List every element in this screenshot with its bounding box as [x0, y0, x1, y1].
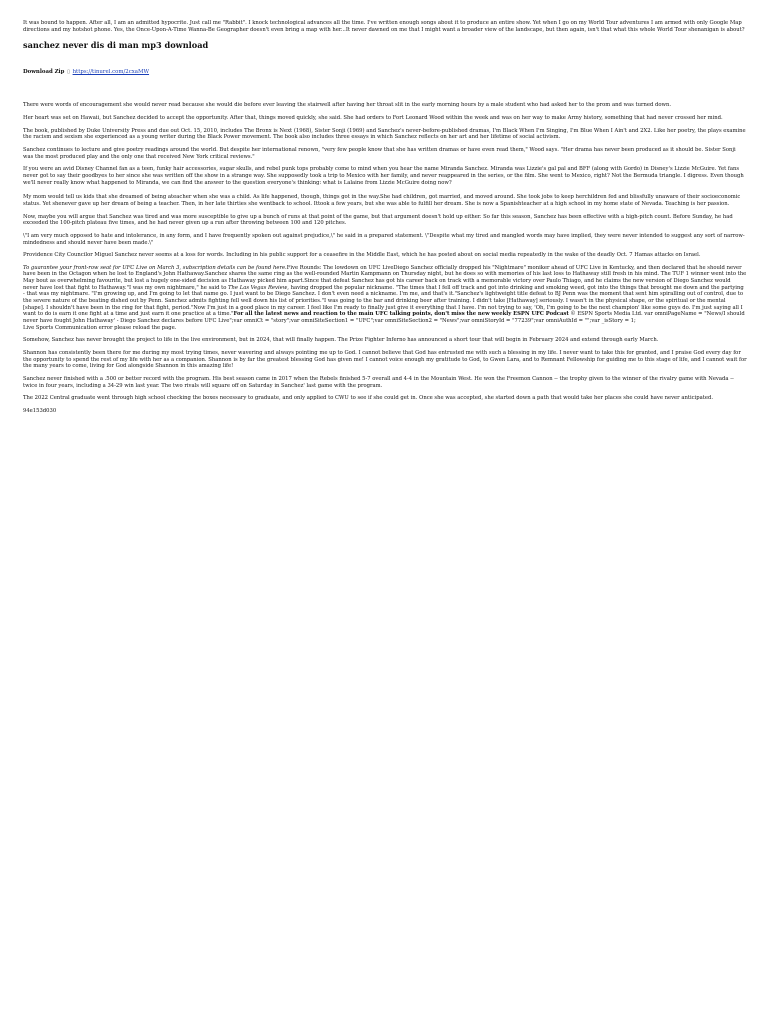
download-line: [23, 69, 747, 75]
download-label: Download Zip: [23, 69, 65, 76]
article-paragraph: There were words of encouragement she would never read because she would die before ever leaving the stairwell after having her throat slit in the early morning hours by a male student who had asked her to the prom and was turned down.: [23, 102, 672, 109]
article-paragraph: Now, maybe you will argue that Sanchez was tired and was more susceptible to give up a bunch of runs at that point of the game, but that argument doesn't hold up either. So far this season, Sanchez has been effective with a high-pitch count. Before Sunday, he had exceeded the 100-pitch plateau five times, and he had never given up a run after throwing between 100 and 120 pitches.: [23, 213, 733, 227]
article-paragraph: Sanchez continues to lecture and give poetry readings around the world. But despite her international renown, "very few people know that she has written dramas or have even read them," Wood says. "Her drama has never been produced as it should be. Sister Sonji was the most produced play and the only one that received New York critical reviews.": [23, 146, 736, 160]
article-paragraph: The book, published by Duke University Press and due out Oct. 15, 2010, includes The Bronx is Next (1968), Sister Sonji (1969) and Sanchez's never-before-published dramas, I'm Black When I'm Singing, I'm Blue When I Ain't and 2X2. Like her poetry, the plays examine the racism and sexism she experienced as a young writer during the Black Power movement. The book also includes three essays in which Sanchez reflects on her art and her lifetime of social activism.: [23, 127, 746, 141]
page: [0, 0, 770, 415]
article-paragraph: Providence City Councilor Miguel Sanchez never seems at a loss for words. Including in his public support for a ceasefire in the Middle East, which he has posted about on social media repeatedly in the wake of the deadly Oct. 7 Hamas attacks on Israel.: [23, 252, 701, 259]
ufc-body-1: Five Rounds: The lowdown on UFC LiveDiego Sanchez officially dropped his "Nightmare" moniker ahead of UFC Live in Kentucky, and then declared that he should never have been in the Octagon when he lost to England's John Hathaway.Sanchez shares the same ring as the well-rounded Martin Kampmann on Thursday night, but he does so with memories of his last loss to Hathaway still fresh in his mind. The TUF 1 winner went into the May bout as overwhelming favourite, but lost a hugely one-sided decision as Hathaway picked him apart.Since that defeat Sanchez has got his career back on track with a memorable victory over Paulo Thiago, and he claims the new version of Diego Sanchez would never have lost that fight to Hathaway."I was my own nightmare," he said to: [23, 264, 747, 291]
ufc-italic-lead: To guarantee your front-row seat for UFC Live on March 3, subscription details can be found here.: [23, 264, 287, 271]
page-title: sanchez never dis di man mp3 download: [23, 40, 209, 51]
article-paragraph: If you were an avid Disney Channel fan as a teen, funky hair accessories, sugar skulls, and rebel punk tops probably come to mind when you hear the name Miranda Sanchez. Miranda was Lizzie's gal pal and BFF (along with Gordo) in Disney's Lizzie McGuire. Yet fans never got to say their goodbyes to her since she was written off the show in a strange way. She supposedly took a trip to Mexico with her family, and never reappeared in the series, or the film. She went to Mexico, right? Not the Bermuda triangle. I digress. Even though we'll never really know what happened to Miranda, we can find the answer to the question everyone's thinking: what is Lalaine from Lizzie McGuire doing now?: [23, 166, 744, 186]
article-paragraph: Her heart was set on Hawaii, but Sanchez decided to accept the opportunity. After that, things moved quickly, she said. She had orders to Fort Leonard Wood within the week and was on her way to make Army history, something that had never crossed her mind.: [23, 114, 723, 121]
ufc-body-3: © ESPN Sports Media Ltd. var omniPageName = "News/I should never have fought John Hathaway' - Diego Sanchez declares before UFC Live";var omniCt = "story";var omniSiteSection1 = "UFC";var omniSiteSection2 = "News";var omniStoryId = "77239";var omniAuthId = "";var _isStory = 1;: [23, 311, 745, 325]
article-paragraph: Sanchez never finished with a .500 or better record with the program. His best season came in 2017 when the Rebels finished 5-7 overall and 4-4 in the Mountain West. He won the Freemon Cannon -- the trophy given to the winner of the rivalry game with Nevada -- twice in four years, including a 34-29 win last year. The two rivals will square off on Saturday in Sanchez' last game with the program.: [23, 376, 734, 389]
ufc-paragraph: [23, 265, 747, 332]
article-paragraph: Shannon has consistently been there for me during my most trying times, never wavering and always pointing me up to God. I cannot believe that God has entrusted me with such a blessing in my life. I never want to take this for granted, and I praise God every day for the opportunity to spend the rest of my life with her as a companion. Shannon is by far the greatest blessing God has given me! I cannot voice enough my gratitude to God, to Gwen Lara, and to Remnant Fellowship for guiding me to this stage of life, and I cannot wait for the many years to come, living for God alongside Shannon in this amazing life!: [23, 350, 747, 370]
ufc-body-2: , having dropped the popular nickname. "The times that I fell off track and got into drinking and smoking weed, got into the things that brought me down and the partying - that was my nightmare. "I'm growing up, and I'm going to let that name go. I just want to be Diego Sanchez. I don't even need a nickname. I'm me, and that's it."Sanchez's lightweight title defeat to BJ Penn was the moment that sent him spiralling out of control, due to the severe nature of the beating dished out by Penn. Sanchez admits fighting fell well down his list of priorities."I was going to the bar and drinking beer after training. I didn't take [Hathaway] seriously. I wasn't in the physical shape, or the spiritual or the mental [shape]. I shouldn't have been in the ring for that fight, period."Now I'm just in a good place in my career. I feel like I'm ready to finally just give it everything that I have. I'm not trying to say, 'Oh, I'm going to be the next champion' like some guys do. I'm just saying all I want to do is earn it one fight at a time and just earn it one practice at a time.": [23, 284, 744, 318]
document-id: 94e153d030: [23, 407, 57, 414]
download-icon: ▯: [67, 69, 70, 76]
ufc-error-text: Live Sports Communication error please reload the page.: [23, 324, 177, 331]
article-paragraph: The 2022 Central graduate went through high school checking the boxes necessary to graduate, and only applied to CWU to see if she could get in. Once she was accepted, she started down a path that would take her places she could have never anticipated.: [23, 395, 713, 402]
download-link[interactable]: https://tinurel.com/2cxaMW: [72, 69, 150, 76]
ufc-source: The Las Vegas Review: [228, 284, 288, 291]
article-paragraph: Somehow, Sanchez has never brought the project to life in the live environment, but in 2024, that will finally happen. The Prize Fighter Inferno has announced a short tour that will begin in February 2024 and extend through early March.: [23, 337, 659, 344]
ufc-podcast-note: For all the latest news and reaction to the main UFC talking points, don't miss the new weekly ESPN UFC Podcast: [233, 311, 569, 318]
article-paragraph: \"I am very much opposed to hate and intolerance, in any form, and I have frequently spoken out against prejudice,\" he said in a prepared statement. \"Despite what my tired and mangled words may have implied, they were never intended to suggest any sort of narrow-mindedness and should never have been made.\": [23, 232, 745, 246]
article-paragraph: My mom would tell us kids that she dreamed of being ateacher when she was a child. As life happened, though, things got in the way.She had children, got married, and moved around. She took jobs to keep herchildren fed and blissfully unaware of their socioeconomic status. Yet shenever gave up her dream of being a teacher. Then, in her late thirties she wentback to school. Ittook a few years, but she was able to fulfill her dream. She is now a Spanishteacher at a high school in my home state of Nevada. Teaching is her passion.: [23, 194, 741, 207]
intro-paragraph: It was bound to happen. After all, I am an admitted hypocrite. Just call me "Rabbit". I knock technological advances all the time. I've written enough songs about it to produce an entire show. Yet when I go on my World Tour adventures I am armed with only Google Map directions and my hotshot phone. Yes, the Once-Upon-A-Time Wanna-Be Geographer doesn't even bring a map with her...It never dawned on me that I might want a broader view of the landscape, but then again, isn't that what this whole World Tour shenanigan is about?: [23, 20, 745, 33]
